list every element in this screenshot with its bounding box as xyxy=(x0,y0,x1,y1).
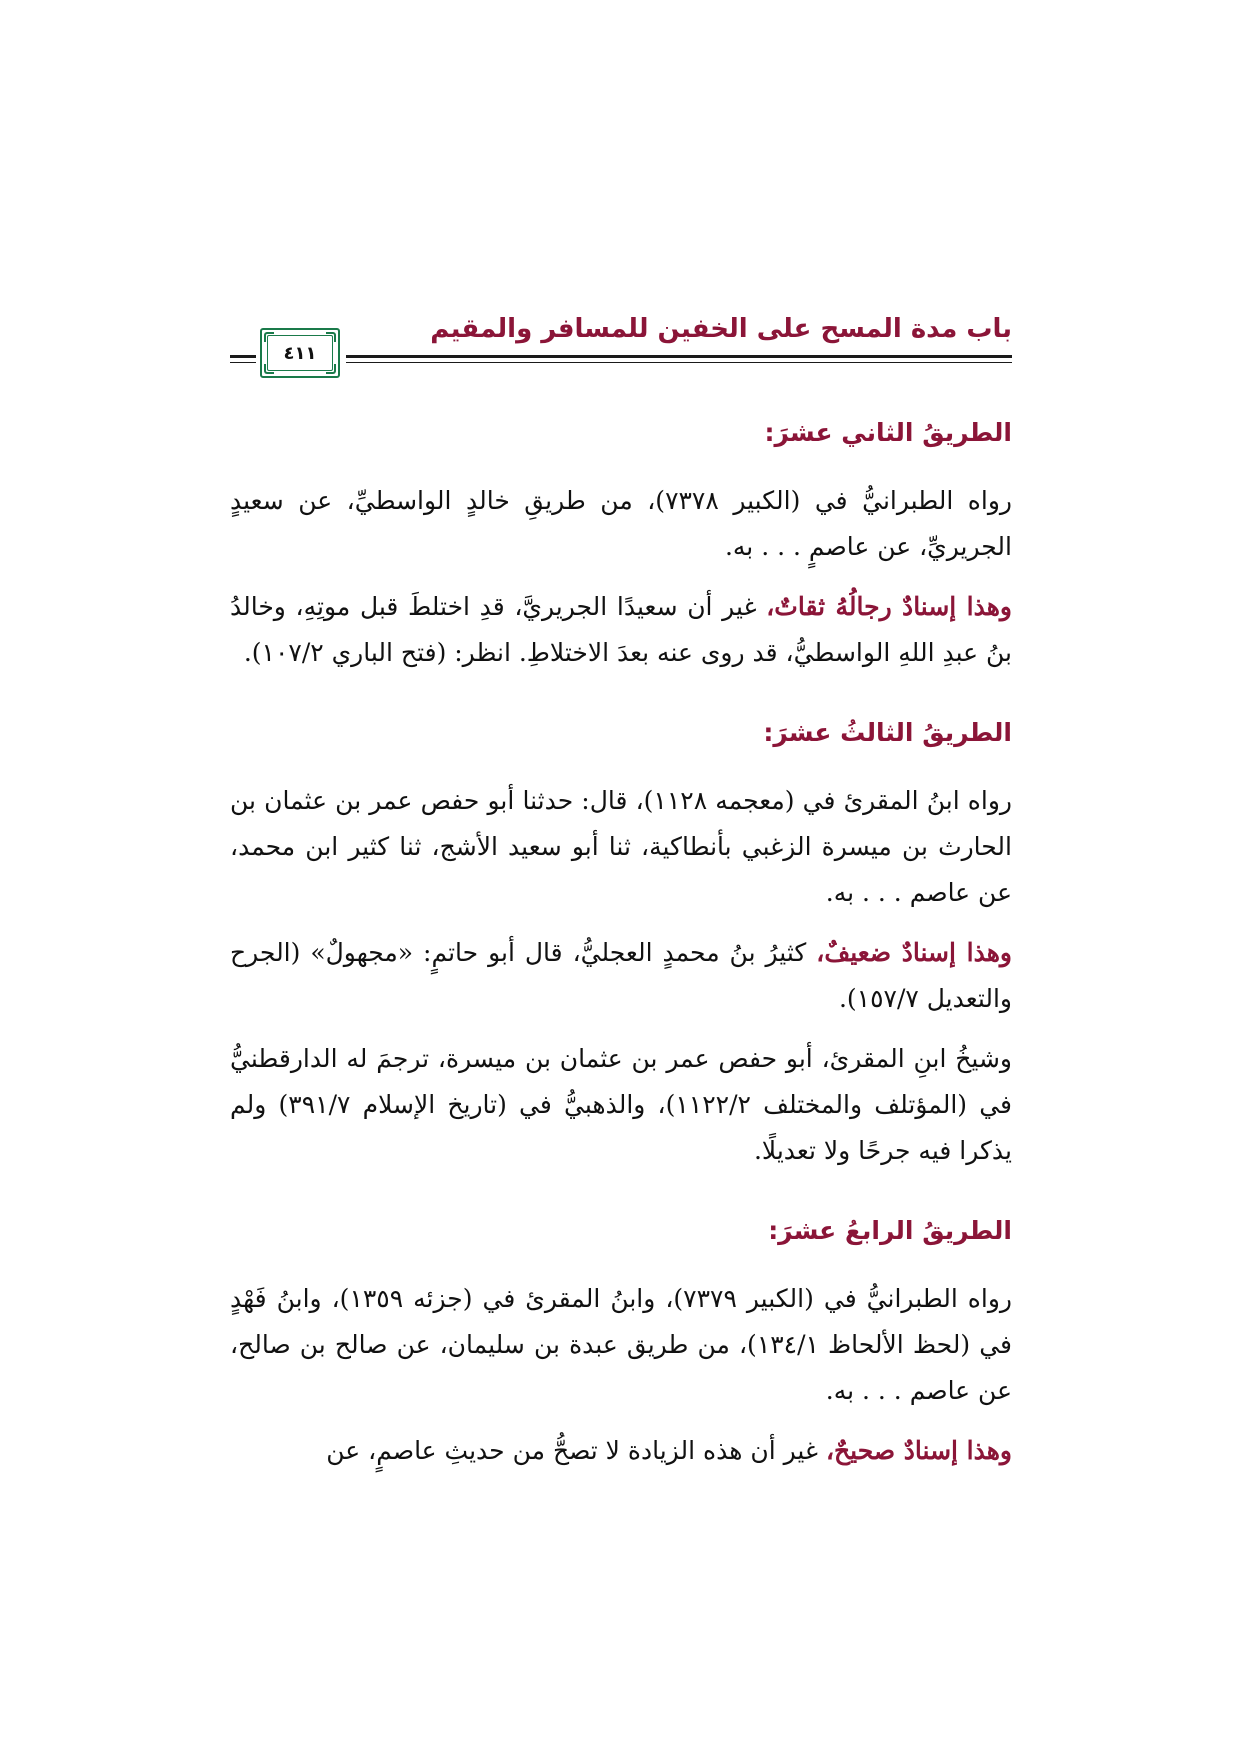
paragraph-text: رواه ابنُ المقرئ في (معجمه ١١٢٨)، قال: حدثنا أبو حفص عمر بن عثمان بن الحارث بن ميسرة الزغبي بأنطاكية، ثنا أبو سعيد الأشج، ثنا كثير ابن محمد، عن عاصم . . . به. xyxy=(230,786,1013,907)
paragraph-lead: وهذا إسنادٌ صحيحٌ، xyxy=(825,1436,1012,1465)
paragraph-text: غير أن سعيدًا الجريريَّ، قدِ اختلطَ قبل موتِهِ، وخالدُ بنُ عبدِ اللهِ الواسطيُّ، قد روى عنه بعدَ الاختلاطِ. انظر: (فتح الباري ١٠٧/٢). xyxy=(230,592,1012,667)
paragraph-text: كثيرُ بنُ محمدٍ العجليُّ، قال أبو حاتمٍ: «مجهولٌ» (الجرح والتعديل ١٥٧/٧). xyxy=(230,938,1012,1013)
paragraph xyxy=(230,778,1012,916)
page-number-frame xyxy=(260,328,340,378)
paragraph-text: غير أن هذه الزيادة لا تصحُّ من حديثِ عاصمٍ، عن xyxy=(326,1436,826,1465)
header-rule-right-thin xyxy=(346,362,1012,363)
page-body xyxy=(230,410,1012,1488)
spacer xyxy=(230,1188,1012,1208)
paragraph-text: رواه الطبرانيُّ في (الكبير ٧٣٧٨)، من طريقِ خالدٍ الواسطيِّ، عن سعيدٍ الجريريِّ، عن عاصمٍ . . . به. xyxy=(230,486,1012,561)
header-rule-left-thin xyxy=(230,362,256,363)
paragraph xyxy=(230,930,1012,1022)
header-rule-right xyxy=(346,355,1012,358)
paragraph-text: رواه الطبرانيُّ في (الكبير ٧٣٧٩)، وابنُ المقرئ في (جزئه ١٣٥٩)، وابنُ فَهْدٍ في (لحظ الألحاظ ١٣٤/١)، من طريق عبدة بن سليمان، عن صالح بن صالح، عن عاصم . . . به. xyxy=(230,1284,1012,1405)
paragraph xyxy=(230,1276,1012,1414)
section-heading: الطريقُ الثالثُ عشرَ: xyxy=(763,718,1012,747)
paragraph-lead: وهذا إسنادٌ ضعيفٌ، xyxy=(816,938,1013,967)
paragraph xyxy=(230,1428,1012,1474)
page-header xyxy=(230,300,1012,400)
paragraph-lead: وهذا إسنادٌ رجالُهُ ثقاتٌ، xyxy=(766,592,1012,621)
paragraph-text: وشيخُ ابنِ المقرئ، أبو حفص عمر بن عثمان بن ميسرة، ترجمَ له الدارقطنيُّ في (المؤتلف والمختلف ١١٢٢/٢)، والذهبيُّ في (تاريخ الإسلام ٣٩١/٧) ولم يذكرا فيه جرحًا ولا تعديلًا. xyxy=(230,1044,1013,1165)
paragraph xyxy=(230,1036,1012,1174)
spacer xyxy=(230,690,1012,710)
header-rule-left xyxy=(230,355,256,358)
paragraph xyxy=(230,478,1012,570)
section-heading: الطريقُ الثاني عشرَ: xyxy=(764,418,1012,447)
section-heading: الطريقُ الرابعُ عشرَ: xyxy=(768,1216,1012,1245)
paragraph xyxy=(230,584,1012,676)
chapter-title: باب مدة المسح على الخفين للمسافر والمقيم xyxy=(430,314,1012,344)
page-number: ٤١١ xyxy=(283,342,317,364)
